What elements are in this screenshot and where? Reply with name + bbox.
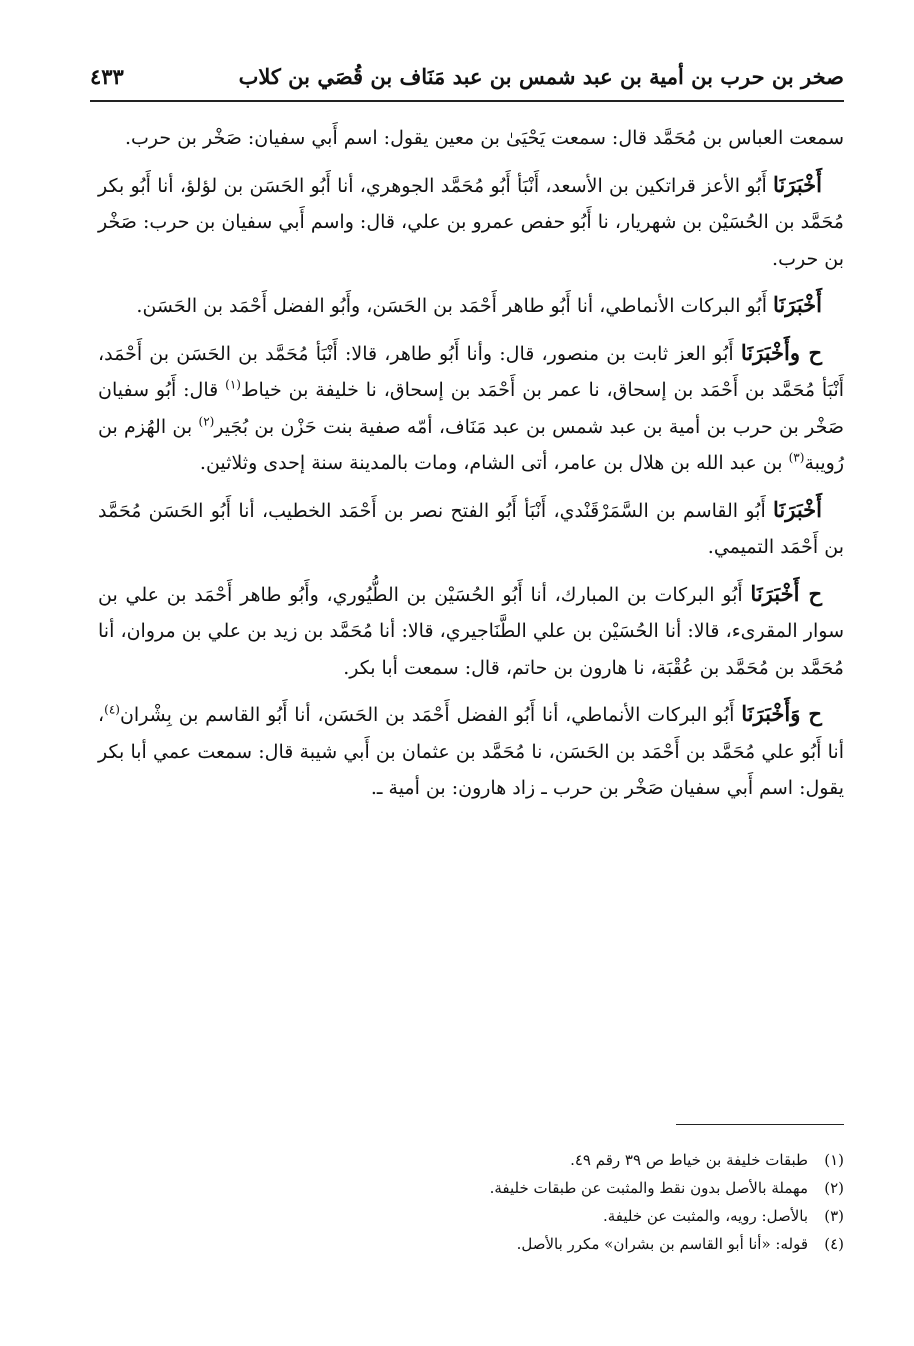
footnote-text: بالأصل: رويه، والمثبت عن خليفة. (602, 1207, 808, 1225)
paragraph-text: أَبُو الأعز قراتكين بن الأسعد، أَنْبَأ أَبُو مُحَمَّد الجوهري، أنا أَبُو الحَسَن بن لؤلؤ، أنا أَبُو بكر مُحَمَّد بن الحُسَيْن بن شهريار، نا أَبُو حفص عمرو بن علي، قال: واسم أَبي سفيان بن حرب: صَخْر بن حرب. (98, 174, 844, 270)
paragraph-6 (98, 576, 844, 687)
footnote-text: مهملة بالأصل بدون نقط والمثبت عن طبقات خليفة. (489, 1179, 808, 1197)
footnotes (120, 1146, 844, 1258)
paragraph-text: أَبُو البركات الأنماطي، أنا أَبُو الفضل أَحْمَد بن الحَسَن، أنا أَبُو القاسم بن بِشْران (119, 704, 742, 726)
paragraph-7 (98, 696, 844, 807)
footnote-4 (120, 1230, 844, 1258)
footnote-number: (١) (824, 1151, 844, 1169)
keyword-akhbarana: ح أَخْبَرَنَا (750, 580, 822, 606)
header-rule (90, 100, 844, 102)
header-title: صخر بن حرب بن أمية بن عبد شمس بن عبد مَنَاف بن قُصَي بن كلاب (238, 64, 844, 89)
footnote-3 (120, 1202, 844, 1230)
keyword-akhbarana: ح وأَخْبَرَنَا (740, 339, 822, 365)
footnote-ref-2[interactable]: (٢) (198, 414, 215, 429)
footnote-text: طبقات خليفة بن خياط ص ٣٩ رقم ٤٩. (570, 1151, 808, 1169)
keyword-akhbarana: أَخْبَرَنَا (773, 496, 822, 522)
paragraph-text: أَبُو البركات الأنماطي، أنا أَبُو طاهر أَحْمَد بن الحَسَن، وأَبُو الفضل أَحْمَد بن الحَسَن. (136, 295, 774, 317)
paragraph-text: بن عبد الله بن هلال بن عامر، أتى الشام، ومات بالمدينة سنة إحدى وثلاثين. (199, 452, 789, 474)
paragraph-text: أَبُو القاسم بن السَّمَرْقَنْدي، أَنْبَأ أَبُو الفتح نصر بن أَحْمَد الخطيب، أنا أَبُو الحَسَن مُحَمَّد بن أَحْمَد التميمي. (98, 499, 844, 558)
keyword-akhbarana: أَخْبَرَنَا (773, 171, 822, 197)
paragraph-text: ، أنا أَبُو علي مُحَمَّد بن أَحْمَد بن الحَسَن، نا مُحَمَّد بن عثمان بن أَبي شيبة قال: سمعت عمي أبا بكر يقول: اسم أَبي سفيان صَخْر بن حرب ـ زاد هارون: بن أمية ـ. (98, 704, 844, 799)
paragraph-text: بن الهُزم بن رُويبة (98, 415, 844, 474)
footnote-ref-4[interactable]: (٤) (104, 702, 120, 717)
paragraph-text: أَبُو البركات بن المبارك، أنا أَبُو الحُسَيْن بن الطُّيُوري، وأَبُو طاهر أَحْمَد بن علي بن سوار المقرىء، قالا: أنا الحُسَيْن بن علي الطَّنَاجيري، قالا: أنا مُحَمَّد بن زيد بن علي بن مروان، أنا مُحَمَّد بن مُحَمَّد بن عُقْبَة، نا هارون بن حاتم، قال: سمعت أبا بكر. (98, 583, 844, 679)
footnote-rule (676, 1124, 844, 1125)
main-text (98, 120, 844, 817)
paragraph-2 (98, 167, 844, 278)
keyword-akhbarana: أَخْبَرَنَا (773, 292, 822, 317)
footnote-number: (٤) (824, 1235, 844, 1253)
running-header (90, 60, 844, 96)
footnote-number: (٣) (824, 1207, 844, 1225)
footnote-1 (120, 1146, 844, 1174)
page-number: ٤٣٣ (90, 64, 124, 89)
footnote-number: (٢) (824, 1179, 844, 1197)
footnote-text: قوله: «أنا أبو القاسم بن بشران» مكرر بالأصل. (516, 1235, 808, 1253)
paragraph-3 (98, 287, 844, 325)
paragraph-text: أَبُو العز ثابت بن منصور، قال: وأنا أَبُو طاهر، قالا: أَنْبَأ مُحَمَّد بن الحَسَن بن أَحْمَد، أَنْبَأ مُحَمَّد بن أَحْمَد بن إسحاق، نا عمر بن أَحْمَد بن إسحاق، نا خليفة بن خياط (98, 342, 845, 401)
paragraph-5 (98, 492, 844, 566)
footnote-ref-1[interactable]: (١) (225, 377, 241, 392)
paragraph-4 (98, 335, 844, 482)
footnote-2 (120, 1174, 844, 1202)
paragraph-1: سمعت العباس بن مُحَمَّد قال: سمعت يَحْيَىٰ بن معين يقول: اسم أَبي سفيان: صَخْر بن حرب. (124, 127, 844, 149)
footnote-ref-3[interactable]: (٣) (788, 450, 805, 465)
paragraph-text: قال: أَبُو سفيان صَخْر بن حرب بن أمية بن عبد شمس بن عبد مَنَاف، أمّه صفية بنت حَزْن بن بُجَير (98, 379, 844, 438)
keyword-akhbarana: ح وَأَخْبَرَنَا (741, 701, 822, 726)
